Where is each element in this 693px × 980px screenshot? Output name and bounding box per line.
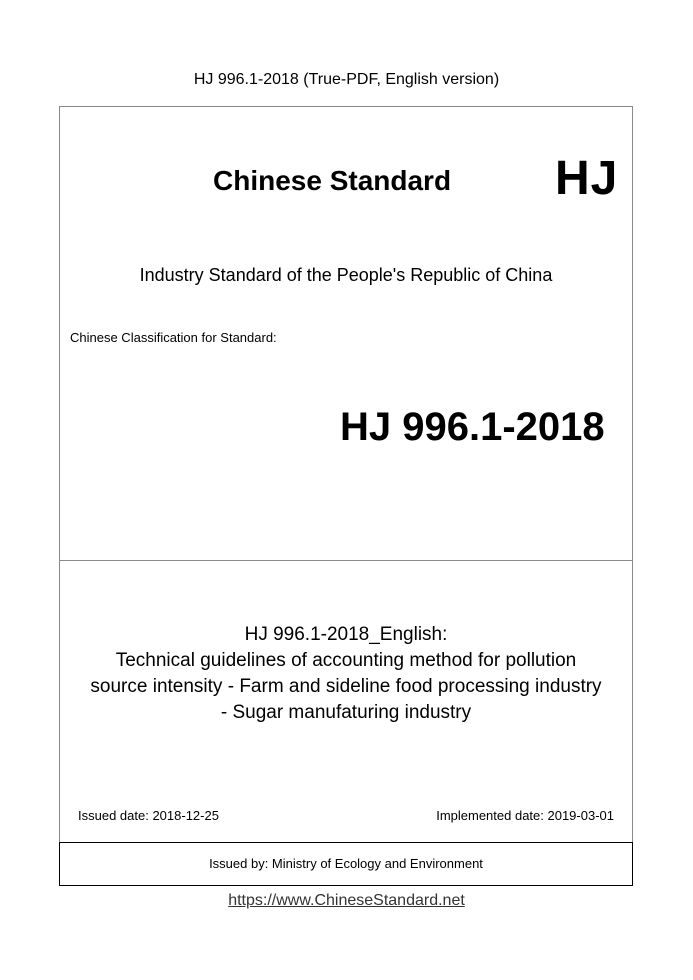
footer-link[interactable]: https://www.ChineseStandard.net (228, 892, 465, 909)
cover-title-panel (59, 560, 633, 843)
title-line: source intensity - Farm and sideline food processing industry (90, 676, 602, 697)
classification-label: Chinese Classification for Standard: (70, 330, 277, 345)
standard-number: HJ 996.1-2018 (340, 405, 605, 449)
title-line: Technical guidelines of accounting method for pollution (115, 650, 577, 671)
issued-by: Issued by: Ministry of Ecology and Environment (209, 856, 483, 871)
industry-standard-subtitle: Industry Standard of the People's Republic of China (139, 265, 553, 285)
cover-top-panel (59, 106, 633, 561)
implemented-date: Implemented date: 2019-03-01 (436, 808, 614, 823)
hj-mark: HJ (555, 152, 619, 205)
issuer-panel (59, 842, 633, 886)
chinese-standard-heading: Chinese Standard (213, 165, 452, 196)
document-title (60, 622, 632, 726)
issued-date: Issued date: 2018-12-25 (78, 808, 219, 823)
title-line: - Sugar manufaturing industry (220, 702, 472, 723)
page-header: HJ 996.1-2018 (True-PDF, English version) (193, 71, 500, 88)
title-line: HJ 996.1-2018_English: (244, 624, 448, 645)
